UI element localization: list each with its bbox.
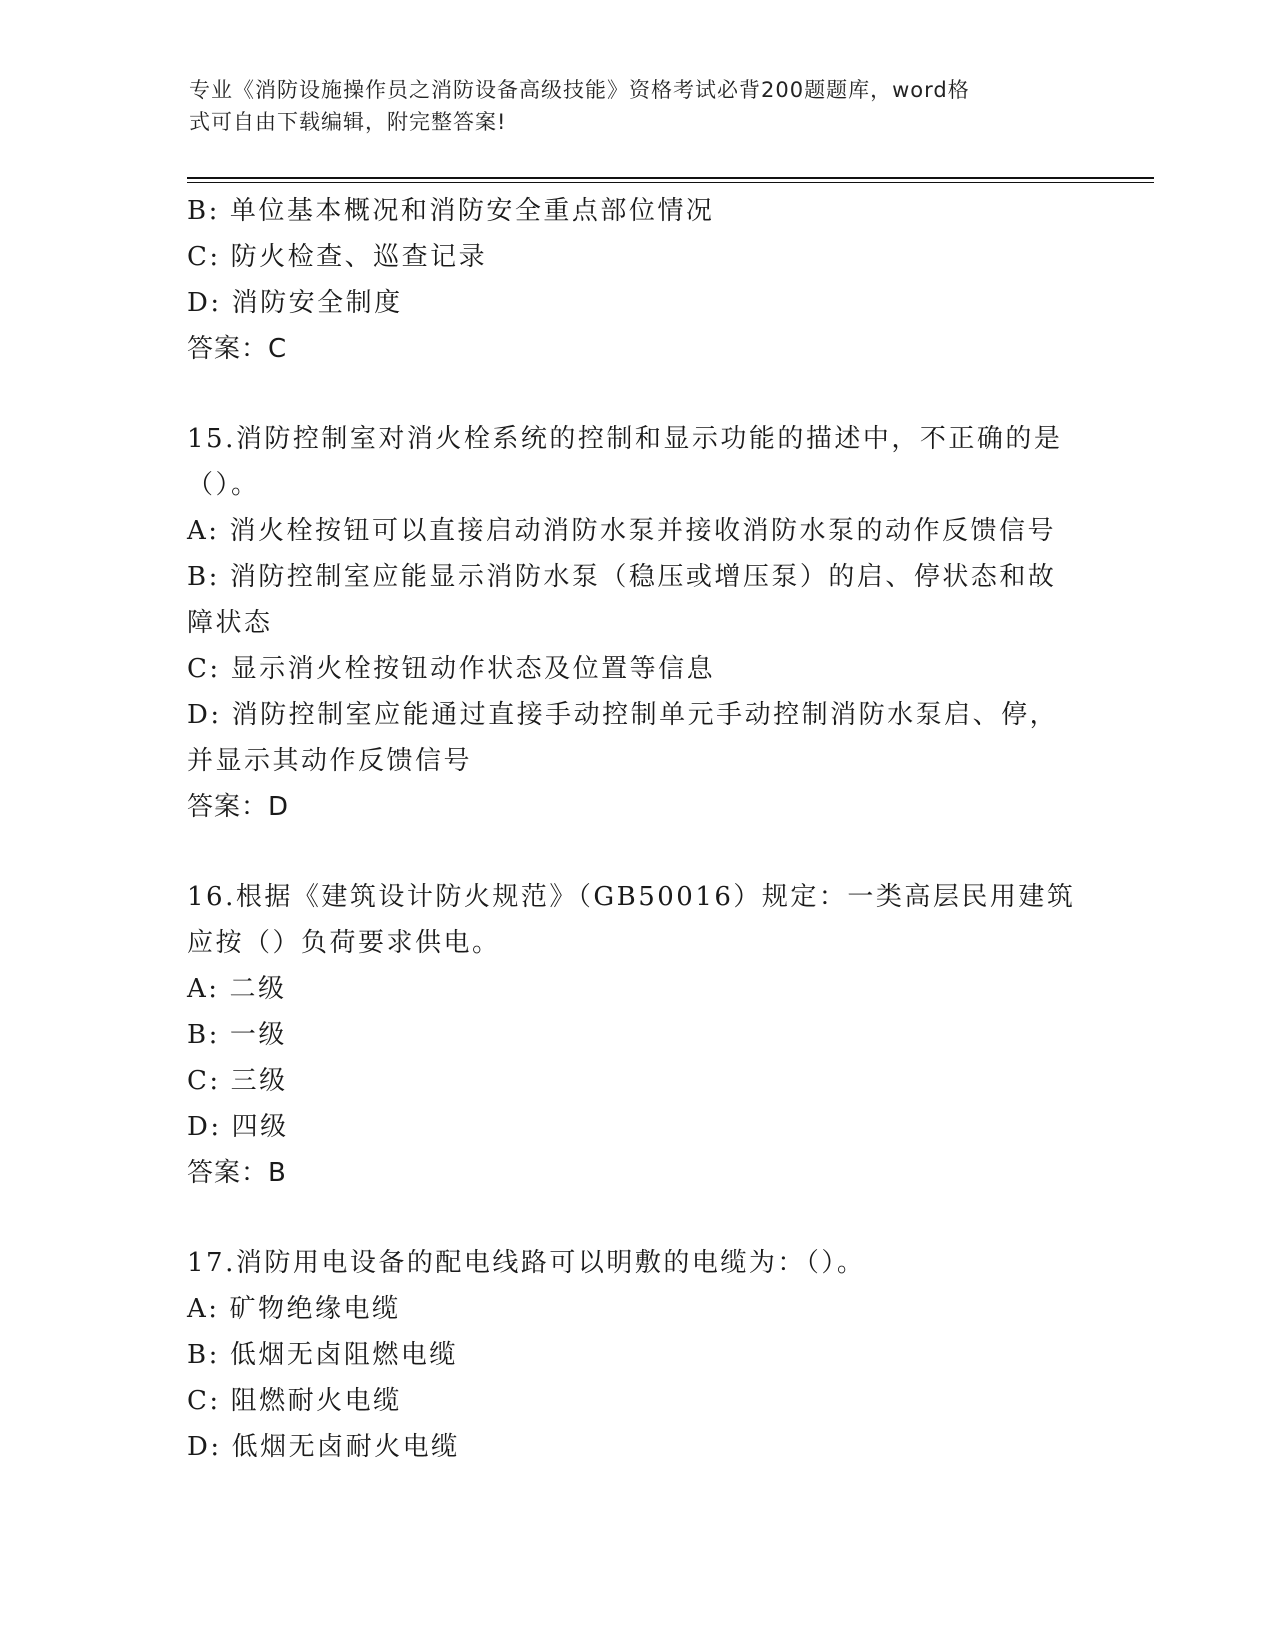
option-letter: B: — [187, 562, 220, 592]
option-letter: D: — [187, 1112, 222, 1142]
option-d — [187, 692, 1087, 738]
option-letter: D: — [187, 700, 222, 730]
option-text: 阻燃耐火电缆 — [230, 1386, 402, 1416]
option-text: 消防控制室应能通过直接手动控制单元手动控制消防水泵启、停， — [231, 700, 1059, 730]
option-a — [187, 508, 1087, 554]
option-a — [187, 966, 1087, 1012]
question-stem: 15.消防控制室对消火栓系统的控制和显示功能的描述中，不正确的是 — [187, 424, 1063, 454]
option-b — [187, 554, 1087, 600]
option-c — [187, 234, 1087, 280]
option-text: 防火检查、巡查记录 — [230, 242, 488, 272]
option-text: 消防控制室应能显示消防水泵（稳压或增压泵）的启、停状态和故 — [229, 562, 1057, 592]
option-b — [187, 188, 1087, 234]
option-letter: C: — [187, 1066, 221, 1096]
option-text: 矿物绝缘电缆 — [229, 1294, 401, 1324]
option-text: 低烟无卤耐火电缆 — [231, 1432, 460, 1462]
option-letter: C: — [187, 1386, 221, 1416]
option-d — [187, 1424, 1087, 1470]
option-letter: D: — [187, 288, 222, 318]
question-stem-cont: （）。 — [187, 470, 260, 500]
option-letter: A: — [187, 516, 220, 546]
option-text-cont: 障状态 — [187, 608, 273, 638]
header-line-1: 专业《消防设施操作员之消防设备高级技能》资格考试必背200题题库，word格 — [189, 78, 970, 102]
header-divider-thick — [187, 177, 1154, 179]
option-text: 显示消火栓按钮动作状态及位置等信息 — [230, 654, 716, 684]
option-letter: A: — [187, 1294, 220, 1324]
option-text: 四级 — [231, 1112, 289, 1142]
option-letter: C: — [187, 654, 221, 684]
question-list — [187, 188, 1087, 1470]
document-header — [189, 74, 1089, 138]
option-letter: A: — [187, 974, 220, 1004]
option-b — [187, 1332, 1087, 1378]
option-a — [187, 1286, 1087, 1332]
option-text: 消火栓按钮可以直接启动消防水泵并接收消防水泵的动作反馈信号 — [229, 516, 1057, 546]
option-b — [187, 1012, 1087, 1058]
option-letter: B: — [187, 1340, 220, 1370]
option-d — [187, 280, 1087, 326]
option-d — [187, 1104, 1087, 1150]
header-line-2: 式可自由下载编辑，附完整答案! — [189, 110, 507, 134]
option-text: 一级 — [229, 1020, 287, 1050]
option-letter: B: — [187, 1020, 220, 1050]
option-letter: B: — [187, 196, 220, 226]
option-letter: C: — [187, 242, 221, 272]
option-text: 单位基本概况和消防安全重点部位情况 — [229, 196, 715, 226]
option-letter: D: — [187, 1432, 222, 1462]
answer-line: 答案：B — [187, 1158, 287, 1188]
question-stem: 16.根据《建筑设计防火规范》（GB50016）规定：一类高层民用建筑 — [187, 882, 1076, 912]
option-text-cont: 并显示其动作反馈信号 — [187, 746, 473, 776]
header-divider-thin — [187, 182, 1154, 183]
option-text: 低烟无卤阻燃电缆 — [229, 1340, 458, 1370]
answer-line: 答案：D — [187, 792, 290, 822]
option-c — [187, 1378, 1087, 1424]
option-text: 消防安全制度 — [231, 288, 403, 318]
question-stem-cont: 应按（）负荷要求供电。 — [187, 928, 501, 958]
question-stem: 17.消防用电设备的配电线路可以明敷的电缆为：（）。 — [187, 1248, 866, 1278]
option-text: 二级 — [229, 974, 287, 1004]
option-text: 三级 — [230, 1066, 288, 1096]
option-c — [187, 1058, 1087, 1104]
answer-line: 答案：C — [187, 334, 288, 364]
option-c — [187, 646, 1087, 692]
